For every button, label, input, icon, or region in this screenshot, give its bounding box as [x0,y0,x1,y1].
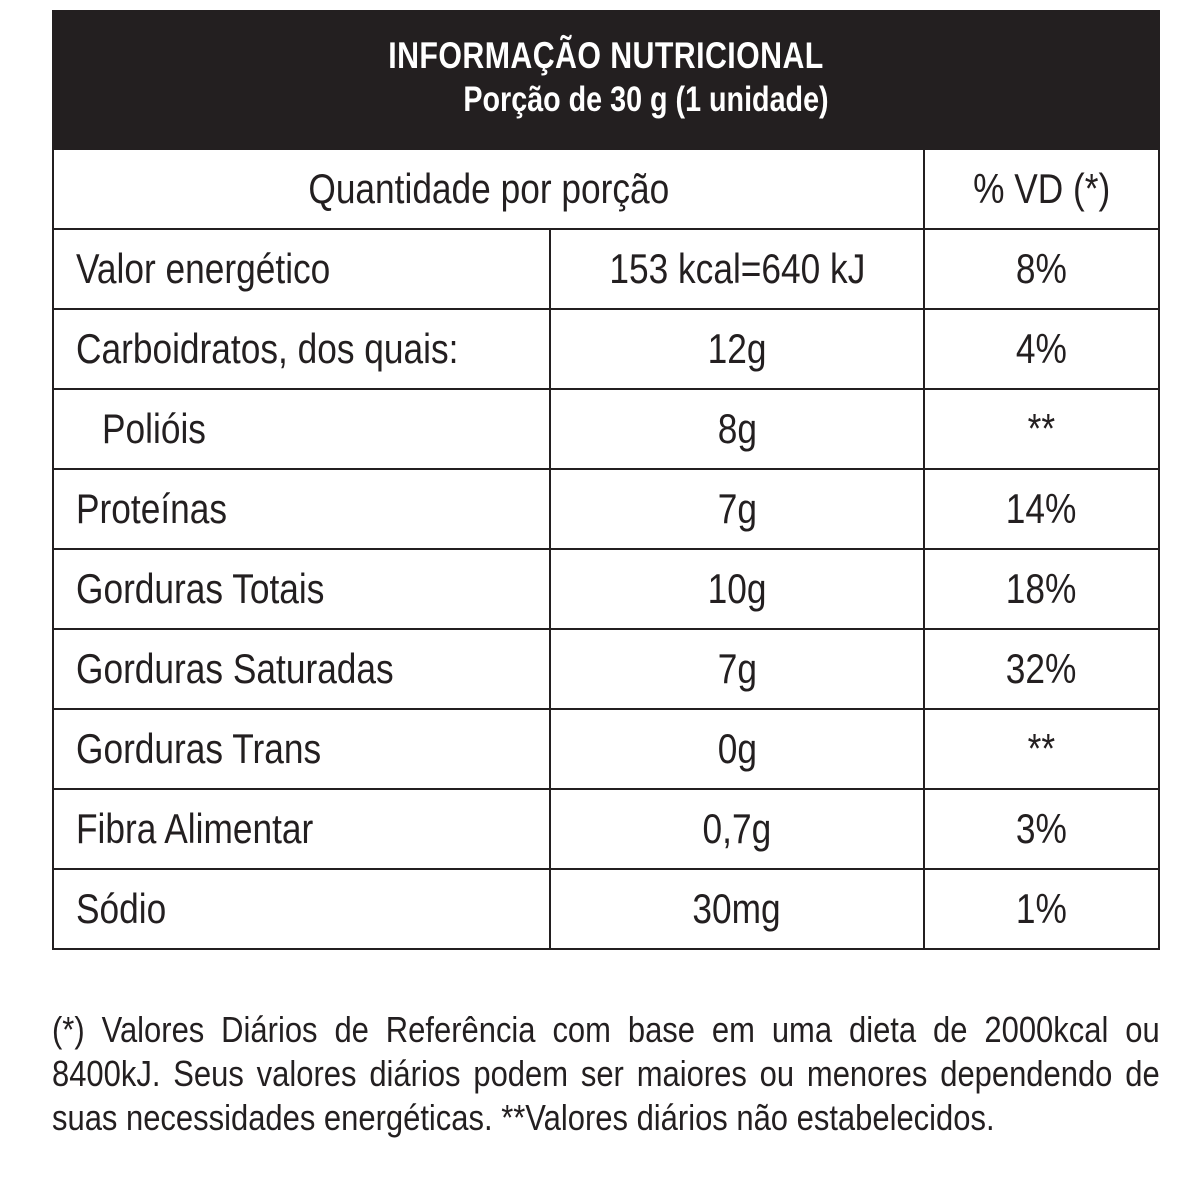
nutrient-name: Proteínas [54,470,551,548]
nutrient-dv: 4% [1015,325,1067,372]
nutrient-dv: ** [1027,725,1056,772]
nutrient-amount: 7g [551,630,925,708]
nutrient-name: Gorduras Totais [54,550,551,628]
nutrient-dv: 8% [1015,245,1067,292]
nutrient-name: Valor energético [54,230,551,308]
nutrient-amount: 153 kcal=640 kJ [551,230,925,308]
nutrient-dv: 3% [1015,805,1067,852]
footnote [52,1008,1160,1140]
nutrient-amount: 0g [551,710,925,788]
table-row [54,388,1158,468]
column-header-row [54,150,1158,228]
quantity-header: Quantidade por porção [54,150,925,228]
table-row [54,548,1158,628]
nutrient-dv: ** [1027,405,1056,452]
nutrient-amount: 7g [551,470,925,548]
footnote-text: (*) Valores Diários de Referência com base em uma dieta de 2000kcal ou 8400kJ. Seus valores diários podem ser maiores ou menores dependendo de suas necessidades energéticas. **Valores diários não estabelecidos. [52,1009,1160,1138]
nutrition-header [54,12,1158,150]
table-row [54,708,1158,788]
table-row [54,628,1158,708]
nutrient-dv: 14% [1006,485,1077,532]
table-row [54,868,1158,948]
table-row [54,468,1158,548]
table-row [54,788,1158,868]
nutrient-name: Polióis [54,390,551,468]
nutrient-name: Carboidratos, dos quais: [54,310,551,388]
nutrition-facts-table [52,10,1160,950]
nutrient-amount: 12g [551,310,925,388]
table-row [54,308,1158,388]
nutrient-name: Gorduras Trans [54,710,551,788]
nutrient-amount: 30mg [551,870,925,948]
table-row [54,228,1158,308]
nutrient-name: Gorduras Saturadas [54,630,551,708]
serving-size: Porção de 30 g (1 unidade) [463,80,829,119]
nutrient-name: Sódio [54,870,551,948]
nutrition-title: INFORMAÇÃO NUTRICIONAL [388,35,824,76]
nutrient-dv: 32% [1006,645,1077,692]
nutrient-name: Fibra Alimentar [54,790,551,868]
dv-header: % VD (*) [972,165,1111,212]
nutrient-amount: 0,7g [551,790,925,868]
nutrient-dv: 18% [1006,565,1077,612]
nutrient-amount: 10g [551,550,925,628]
nutrient-dv: 1% [1015,885,1067,932]
nutrient-amount: 8g [551,390,925,468]
